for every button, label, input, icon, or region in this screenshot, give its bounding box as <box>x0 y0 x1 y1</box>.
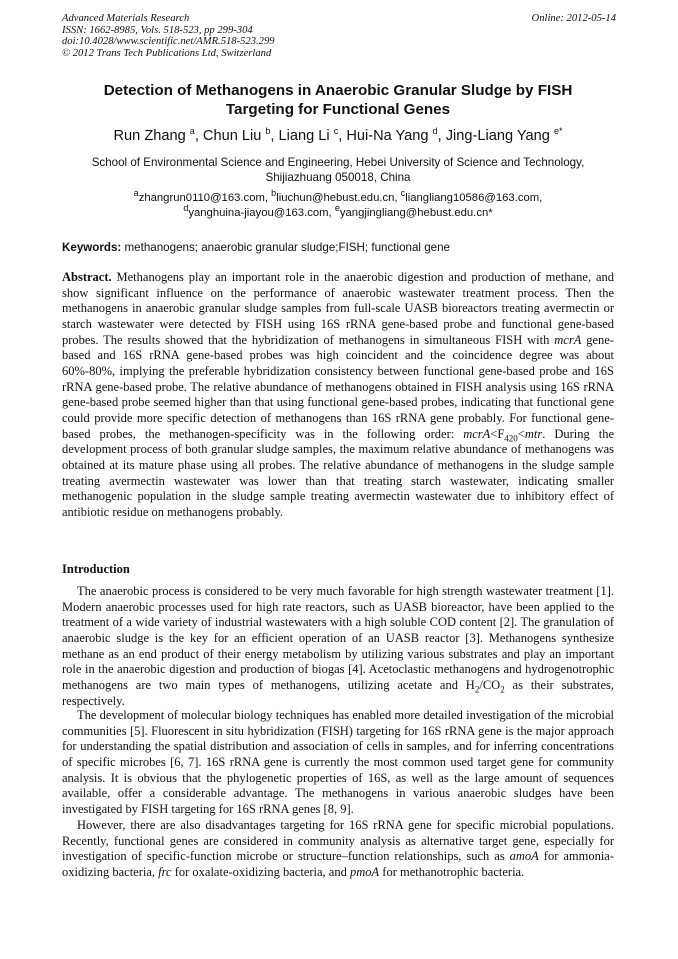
corresponding-mark: * <box>558 126 563 137</box>
author-mark: a <box>189 126 195 137</box>
keywords-label: Keywords: <box>62 241 122 254</box>
paragraph-text: for methanotrophic bacteria. <box>382 864 525 879</box>
journal-name: Advanced Materials Research <box>62 13 190 24</box>
subscript: 2 <box>500 684 505 695</box>
gene-name: amoA <box>509 849 539 864</box>
intro-paragraph-3 <box>62 818 614 881</box>
email-mark: b <box>271 188 277 199</box>
doi-line: doi:10.4028/www.scientific.net/AMR.518-523.299 <box>62 36 275 48</box>
email-address[interactable]: liuchun@hebust.edu.cn, <box>276 192 398 204</box>
email-line-2 <box>62 203 614 221</box>
intro-paragraph-1 <box>62 584 614 709</box>
copyright-line: © 2012 Trans Tech Publications Ltd, Switzerland <box>62 47 272 59</box>
email-address[interactable]: yanghuina-jiayou@163.com, <box>188 207 332 219</box>
gene-name: F <box>497 426 505 441</box>
title-line-2: Targeting for Functional Genes <box>225 101 451 118</box>
email-address[interactable]: yangjingliang@hebust.edu.cn* <box>339 207 493 219</box>
paragraph-text: for oxalate-oxidizing bacteria, and <box>174 864 347 879</box>
affiliation-line-2: Shijiazhuang 050018, China <box>265 171 411 184</box>
paragraph-text: for ammonia-oxidizing bacteria, <box>62 849 615 879</box>
gene-name: mtr <box>524 426 543 441</box>
paragraph-text: /CO <box>479 677 501 692</box>
email-mark: c <box>400 188 406 199</box>
abstract-text: . During the development process of both granular sludge samples, the maximum relative abundance of methanogens was obtained at its mature phase using all probes. The relative abundance of methanogens in the sludge sample treating avermectin wastewater was lower than that treating starch wastewater, indicating smaller methanogenic population in the sludge sample treating avermectin wastewater due to inhibitory effect of antibiotic residue on methanogens probably. <box>62 426 615 519</box>
author-mark: d <box>432 126 438 137</box>
author-name: Chun Liu <box>202 128 262 144</box>
author-name: Run Zhang <box>113 128 186 144</box>
intro-paragraph-2: The development of molecular biology techniques has enabled more detailed investigation of the microbial communities [5]. Fluorescent in situ hybridization (FISH) targeting for 16S rRNA gene is the major approach for understanding the spatial distribution and association of cells in samples, and for inferring concentrations of specific microbes [6, 7]. 16S rRNA gene is currently the most common used target gene for community analysis. It is obvious that the phylogenetic properties of 16S, as well as the large amount of sequences available, offer a considerable advantage. The methanogens in various anaerobic sludges have been investigated by FISH targeting for 16S rRNA genes [8, 9]. <box>62 708 614 816</box>
introduction-heading: Introduction <box>62 562 130 576</box>
less-than-sign: < <box>517 426 525 441</box>
subscript: 2 <box>474 684 480 695</box>
affiliation-line-1: School of Environmental Science and Engineering, Hebei University of Science and Technology, <box>91 156 585 169</box>
issn-line: ISSN: 1662-8985, Vols. 518-523, pp 299-304 <box>62 24 253 36</box>
email-mark: a <box>133 188 139 199</box>
gene-name: frc <box>158 864 172 879</box>
affiliation <box>62 155 614 185</box>
gene-name: mcrA <box>554 332 582 347</box>
email-mark: d <box>183 203 189 214</box>
abstract-text: gene-based and 16S rRNA gene-based probes was high coincident and the coincidence degree was about 60%-80%, implying the preferable hybridization consistency between functional gene-based probe and 16S rRNA gene-based probe. The relative abundance of methanogens obtained in FISH analysis using 16S rRNA gene-based probe seemed higher than that using functional gene-based probes, indicating that functional gene could provide more specific detection of methanogens than 16S rRNA gene probably. For functional gene-based probes, the methanogen-specificity was in the following order: <box>62 332 614 441</box>
author-mark: b <box>265 126 271 137</box>
author-name: Hui-Na Yang <box>346 128 429 144</box>
email-mark: e <box>334 203 340 214</box>
paragraph-text: as their substrates, respectively. <box>62 677 615 708</box>
keywords-text: methanogens; anaerobic granular sludge;FISH; functional gene <box>124 241 450 254</box>
title-line-1: Detection of Methanogens in Anaerobic Granular Sludge by FISH <box>103 82 573 99</box>
less-than-sign: < <box>490 426 498 441</box>
author-mark <box>554 126 563 136</box>
abstract <box>62 270 614 521</box>
subscript: 420 <box>504 433 518 444</box>
paragraph-text: However, there are also disadvantages targeting for 16S rRNA gene for specific microbial populations. Recently, functional genes are considered in community analysis as alternative target gene, especially for investigation of specific-function microbe or structure–function relationships, such as <box>62 818 614 864</box>
author-list: Run Zhang $^a$, Chun Liu $^b$, Liang Li $^c$, Hui-Na Yang $^d$, Jing-Liang Yang $^{e*}$ <box>113 126 563 144</box>
gene-name: pmoA <box>349 864 380 879</box>
paper-title <box>62 81 614 119</box>
email-address[interactable]: zhangrun0110@163.com, <box>138 192 269 204</box>
online-date: Online: 2012-05-14 <box>531 13 616 24</box>
abstract-label: Abstract. <box>62 270 112 284</box>
journal-header <box>62 13 618 59</box>
email-address[interactable]: liangliang10586@163.com, <box>405 192 543 204</box>
author-mark-letter: e <box>553 126 559 137</box>
paragraph-text: The anaerobic process is considered to be very much favorable for high strength wastewater treatment [1]. Modern anaerobic processes used for high rate reactors, such as UASB bioreactor, have been applied to the treatment of a wide variety of industrial wastewaters with a high soluble COD content [2]. The granulation of anaerobic sludge is the key for an efficient operation of an UASB reactor [3]. Methanogens synthesize methane as an end product of their energy metabolism by utilizing various substrates and play an important role in the anaerobic digestion and production of biogas [4]. Acetoclastic methanogens and hydrogenotrophic methanogens are two main types of methanogens, utilizing acetate and H <box>62 584 614 692</box>
author-mark: c <box>333 126 339 137</box>
author-name: Jing-Liang Yang <box>445 128 550 144</box>
keywords <box>62 240 618 255</box>
author-name: Liang Li <box>278 128 330 144</box>
gene-name: mcrA <box>463 426 491 441</box>
email-list <box>62 188 614 221</box>
abstract-text: Methanogens play an important role in the anaerobic digestion and production of methane, and show significant influence on the performance of anaerobic wastewater treatment process. Then the methanogens in anaerobic granular sludge samples from full-scale UASB bioreactors treating avermectin or starch wastewater were detected by FISH using 16S rRNA gene-based probe and functional gene-based probes. The results showed that the hybridization of methanogens in simultaneous FISH with <box>62 270 614 347</box>
